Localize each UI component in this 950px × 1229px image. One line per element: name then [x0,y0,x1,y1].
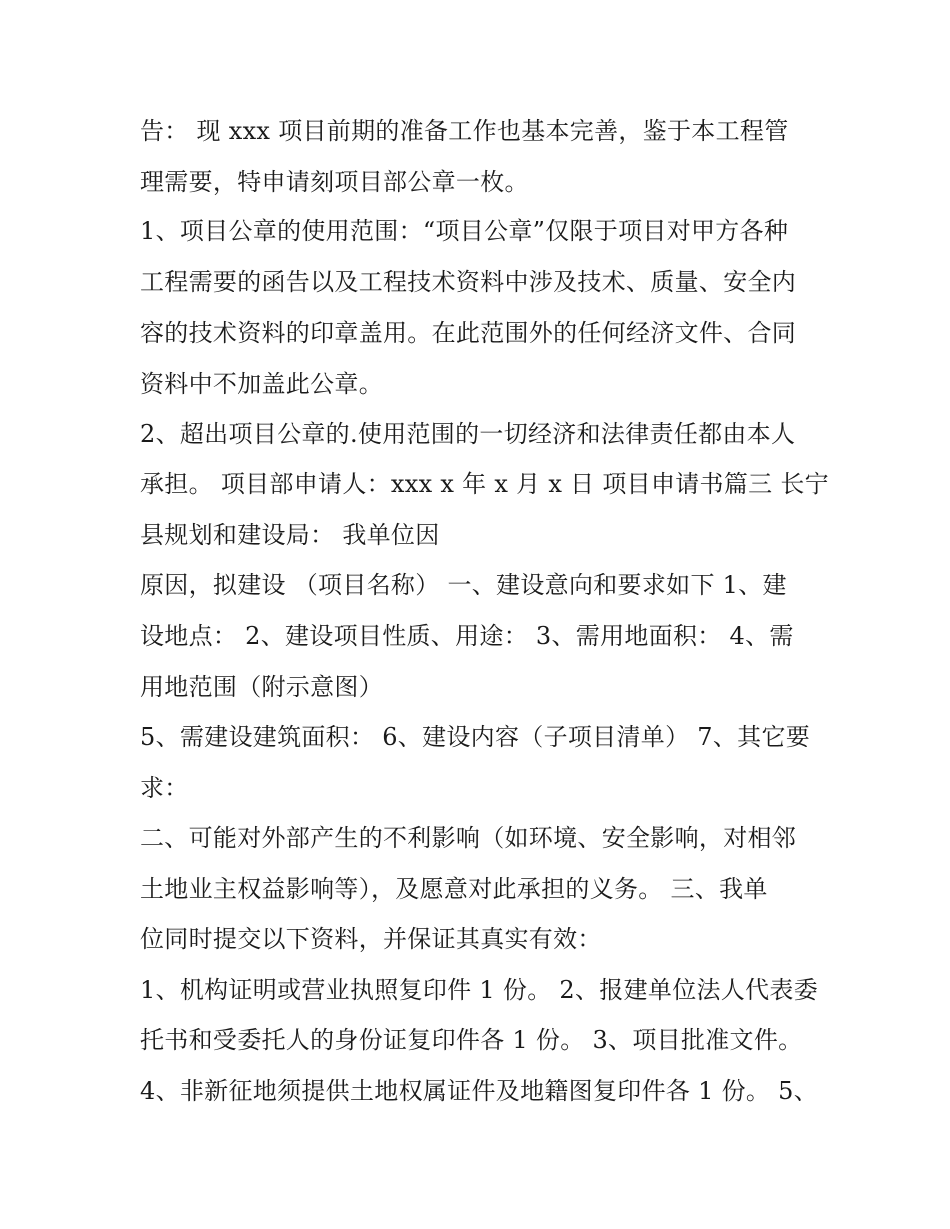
text-line: 2、超出项目公章的.使用范围的一切经济和法律责任都由本人 [140,420,796,448]
text-line: 托书和受委托人的身份证复印件各 1 份。 3、项目批准文件。 [140,1026,803,1054]
text-line: 二、可能对外部产生的不利影响（如环境、安全影响，对相邻 [140,824,797,852]
text-line: 1、项目公章的使用范围：“项目公章”仅限于项目对甲方各种 [140,217,789,245]
text-line: 5、需建设建筑面积： 6、建设内容（子项目清单） 7、其它要 [140,723,811,751]
text-line: 承担。 项目部申请人：xxx x 年 x 月 x 日 项目申请书篇三 长宁 [140,470,829,498]
text-line: 位同时提交以下资料，并保证其真实有效： [140,925,602,953]
text-line: 告： 现 xxx 项目前期的准备工作也基本完善，鉴于本工程管 [140,117,789,145]
text-line: 设地点： 2、建设项目性质、用途： 3、需用地面积： 4、需 [140,622,794,650]
text-line: 求： [140,774,189,802]
text-line: 县规划和建设局： 我单位因 [140,521,440,549]
text-line: 工程需要的函告以及工程技术资料中涉及技术、质量、安全内 [140,268,797,296]
text-line: 理需要，特申请刻项目部公章一枚。 [140,168,529,196]
text-line: 资料中不加盖此公章。 [140,370,383,398]
text-line: 4、非新征地须提供土地权属证件及地籍图复印件各 1 份。 5、 [140,1077,818,1105]
text-line: 土地业主权益影响等），及愿意对此承担的义务。 三、我单 [140,875,768,903]
text-line: 原因，拟建设 （项目名称） 一、建设意向和要求如下 1、建 [140,571,787,599]
text-line: 容的技术资料的印章盖用。在此范围外的任何经济文件、合同 [140,319,797,347]
text-line: 1、机构证明或营业执照复印件 1 份。 2、报建单位法人代表委 [140,976,818,1004]
text-line: 用地范围（附示意图） [140,673,383,701]
